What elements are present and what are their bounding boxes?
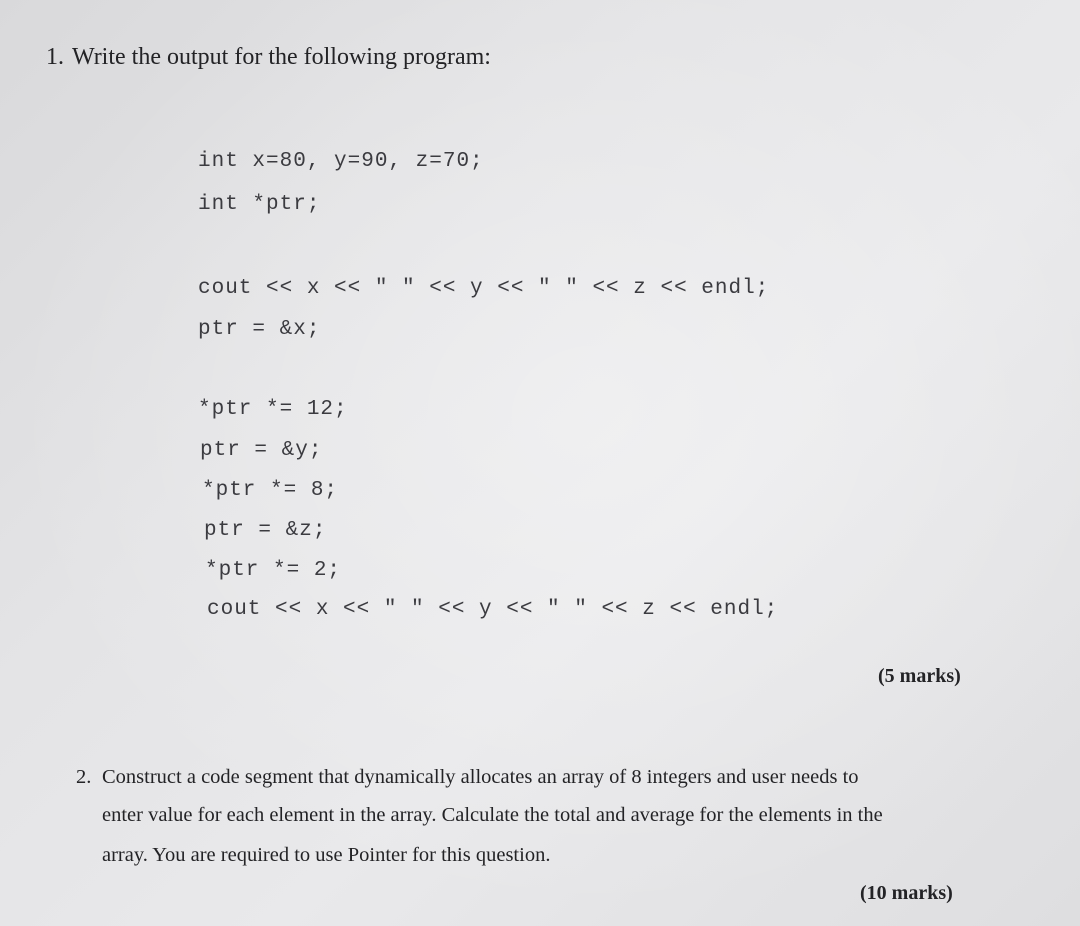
- question-2-line: array. You are required to use Pointer for this question.: [102, 844, 551, 866]
- code-line: cout << x << " " << y << " " << z << endl;: [198, 277, 770, 300]
- question-2-line: enter value for each element in the array. Calculate the total and average for the elements in the: [102, 804, 883, 826]
- code-line: int *ptr;: [198, 193, 321, 216]
- question-2-number: 2.: [76, 766, 92, 788]
- question-1-marks: (5 marks): [878, 665, 961, 687]
- question-1-prompt: Write the output for the following program:: [72, 44, 491, 70]
- code-line: cout << x << " " << y << " " << z << endl;: [207, 598, 779, 621]
- code-line: *ptr *= 8;: [202, 479, 339, 502]
- question-2-marks: (10 marks): [860, 882, 953, 904]
- question-1-number: 1.: [46, 44, 64, 70]
- question-2-line: Construct a code segment that dynamically allocates an array of 8 integers and user needs to: [102, 766, 859, 788]
- code-line: *ptr *= 12;: [198, 398, 348, 421]
- code-line: ptr = &z;: [204, 519, 327, 542]
- code-line: ptr = &x;: [198, 318, 321, 341]
- question-1-heading: [46, 44, 491, 71]
- code-line: int x=80, y=90, z=70;: [198, 150, 484, 173]
- code-line: ptr = &y;: [200, 439, 323, 462]
- code-line: *ptr *= 2;: [205, 559, 342, 582]
